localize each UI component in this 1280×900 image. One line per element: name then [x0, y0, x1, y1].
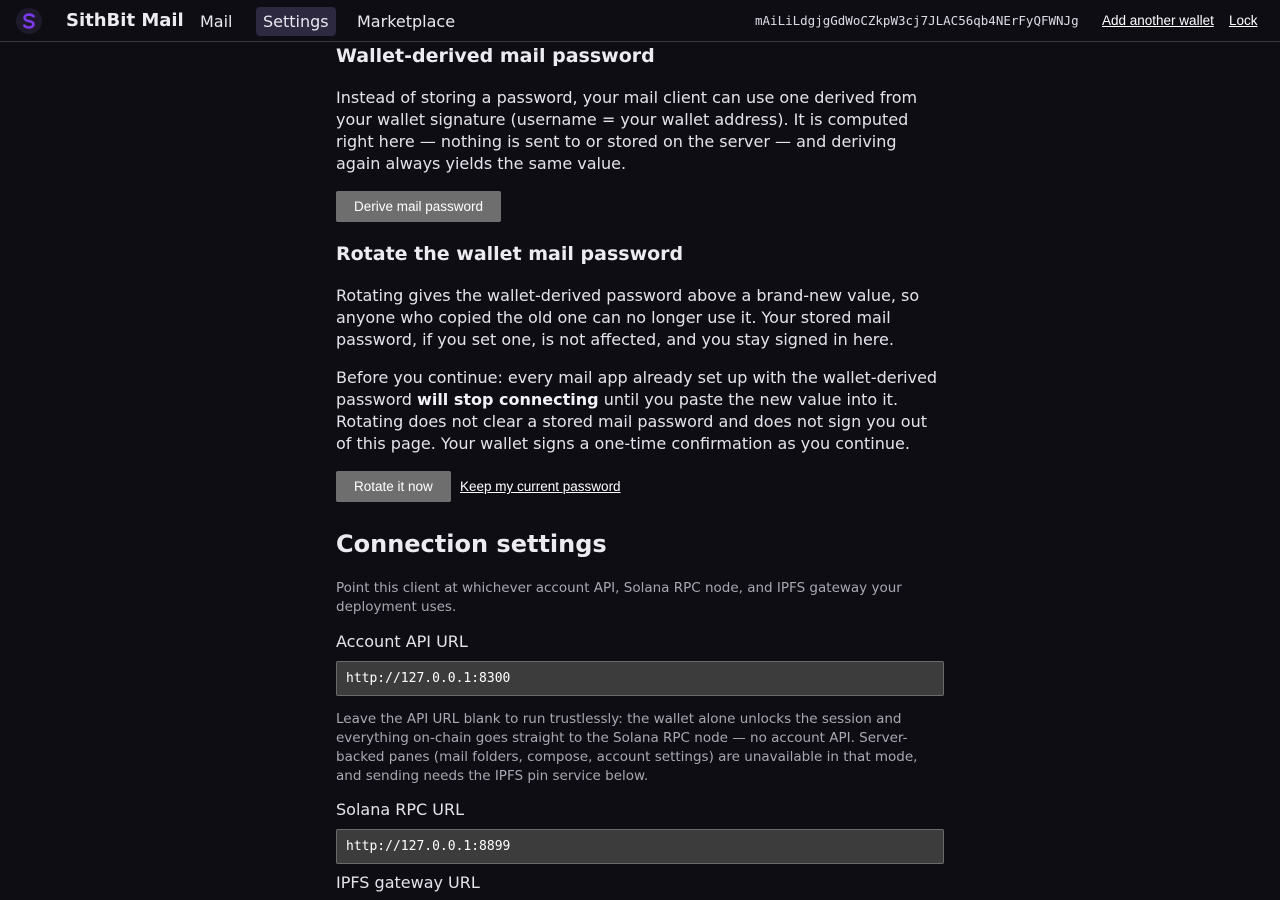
- rotate-description: Rotating gives the wallet-derived password above a brand-new value, so anyone who copied the old one can no longer use it. Your stored mail password, if you set one, is not affected, and you stay signed in here.: [336, 286, 920, 349]
- add-wallet-link[interactable]: Add another wallet: [1102, 13, 1214, 28]
- rotate-warning-intro: Before you continue: every mail app already set up with the wallet-derived password: [336, 368, 938, 409]
- s-logo-glyph: [20, 12, 38, 30]
- connection-heading: Connection settings: [336, 530, 607, 558]
- derived-password-heading: Wallet-derived mail password: [336, 45, 655, 67]
- brand-name[interactable]: SithBit Mail: [66, 10, 184, 31]
- ipfs-gateway-label: IPFS gateway URL: [336, 873, 480, 892]
- solana-rpc-label: Solana RPC URL: [336, 800, 464, 819]
- top-bar: [0, 0, 1280, 42]
- rotate-now-button[interactable]: Rotate it now: [336, 471, 451, 502]
- sithbit-logo-icon[interactable]: [16, 8, 42, 34]
- account-api-label: Account API URL: [336, 632, 468, 651]
- derived-password-description: Instead of storing a password, your mail client can use one derived from your wallet signature (username = your wallet address). It is computed right here — nothing is sent to or stored on the server — and deriving again always yields the same value.: [336, 88, 918, 173]
- account-api-help: Leave the API URL blank to run trustlessly: the wallet alone unlocks the session and everything on-chain goes straight to the Solana RPC node — no account API. Server-backed panes (mail folders, compose, account settings) are unavailable in that mode, and sending needs the IPFS pin service below.: [336, 711, 918, 784]
- nav-marketplace[interactable]: Marketplace: [357, 12, 456, 31]
- rotate-heading: Rotate the wallet mail password: [336, 243, 684, 265]
- connection-description: Point this client at whichever account API, Solana RPC node, and IPFS gateway your deployment uses.: [336, 580, 902, 615]
- nav-settings[interactable]: Settings: [256, 7, 336, 36]
- rotate-warning: [336, 367, 944, 455]
- nav-mail[interactable]: Mail: [200, 12, 233, 31]
- rotate-warning-emphasis: will stop connecting: [417, 390, 599, 409]
- account-api-input[interactable]: [336, 661, 944, 696]
- wallet-address: mAiLiLdgjgGdWoCZkpW3cj7JLAC56qb4NErFyQFWNJg: [755, 13, 1079, 28]
- keep-password-link[interactable]: Keep my current password: [460, 479, 621, 494]
- rotate-warning-rest: until you paste the new value into it. Rotating does not clear a stored mail password and does not sign you out of this page. Your wallet signs a one-time confirmation as you continue.: [336, 390, 927, 453]
- lock-link[interactable]: Lock: [1229, 13, 1258, 28]
- derive-password-button[interactable]: Derive mail password: [336, 191, 501, 222]
- solana-rpc-input[interactable]: [336, 829, 944, 864]
